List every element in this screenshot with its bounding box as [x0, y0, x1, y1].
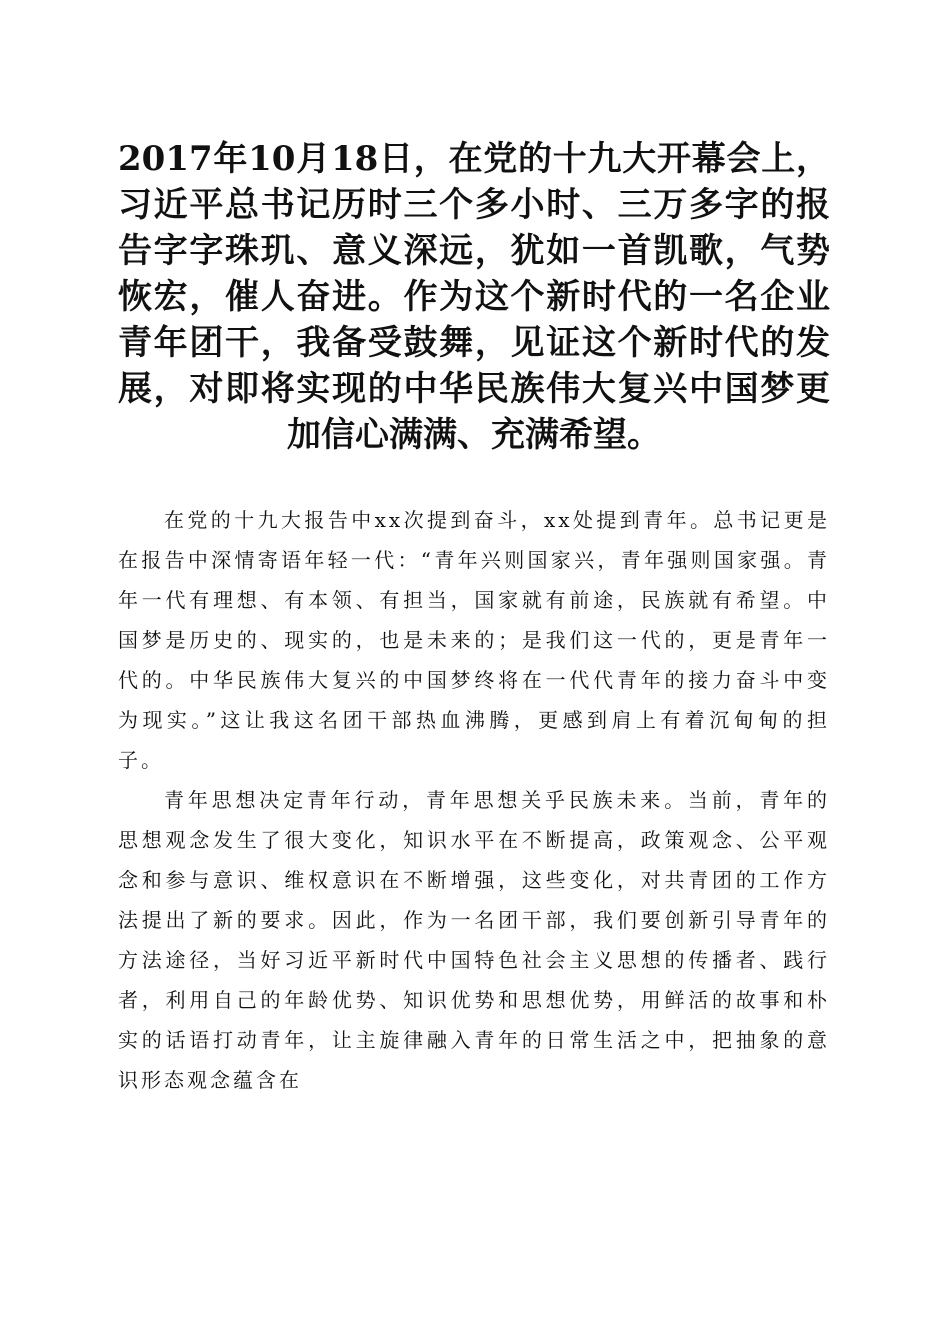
document-title: 2017年10月18日，在党的十九大开幕会上，习近平总书记历时三个多小时、三万多字的报告字字珠玑、意义深远，犹如一首凯歌，气势恢宏，催人奋进。作为这个新时代的一名企业青年团干，我备受鼓舞，见证这个新时代的发展，对即将实现的中华民族伟大复兴中国梦更加信心满满、充满希望。 — [118, 139, 830, 455]
document-body — [118, 500, 830, 1100]
paragraph-1: 在党的十九大报告中xx次提到奋斗，xx处提到青年。总书记更是在报告中深情寄语年轻一代：“青年兴则国家兴，青年强则国家强。青年一代有理想、有本领、有担当，国家就有前途，民族就有希望。中国梦是历史的、现实的，也是未来的；是我们这一代的，更是青年一代的。中华民族伟大复兴的中国梦终将在一代代青年的接力奋斗中变为现实。”这让我这名团干部热血沸腾，更感到肩上有着沉甸甸的担子。 — [118, 508, 830, 772]
paragraph-2: 青年思想决定青年行动，青年思想关乎民族未来。当前，青年的思想观念发生了很大变化，知识水平在不断提高，政策观念、公平观念和参与意识、维权意识在不断增强，这些变化，对共青团的工作方法提出了新的要求。因此，作为一名团干部，我们要创新引导青年的方法途径，当好习近平新时代中国特色社会主义思想的传播者、践行者，利用自己的年龄优势、知识优势和思想优势，用鲜活的故事和朴实的话语打动青年，让主旋律融入青年的日常生活之中，把抽象的意识形态观念蕴含在 — [118, 788, 830, 1092]
